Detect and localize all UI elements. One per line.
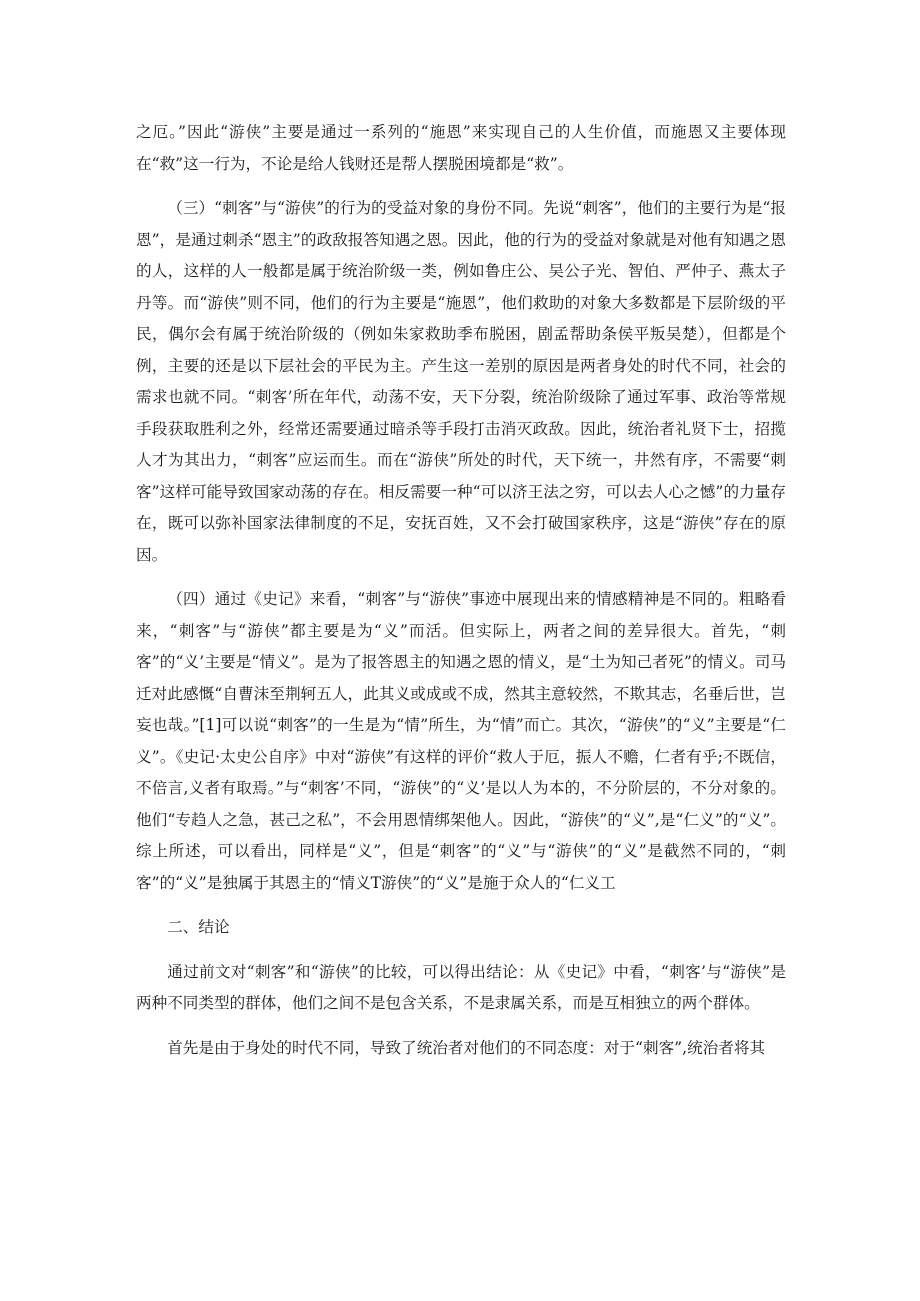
paragraph-section-3: （三）“刺客”与“游侠”的行为的受益对象的身份不同。先说“刺客”，他们的主要行为是“报恩”，是通过刺杀“恩主”的政敌报答知遇之恩。因此，他的行为的受益对象就是对他有知遇之恩的人，这样的人一般都是属于统治阶级一类，例如鲁庄公、吴公子光、智伯、严仲子、燕太子丹等。而“游侠”则不同，他们的行为主要是“施恩”，他们救助的对象大多数都是下层阶级的平民，偶尔会有属于统治阶级的（例如朱家救助季布脱困，剧孟帮助条侯平叛吴楚），但都是个例，主要的还是以下层社会的平民为主。产生这一差别的原因是两者身处的时代不同，社会的需求也就不同。“刺客’所在年代，动荡不安，天下分裂，统治阶级除了通过军事、政治等常规手段获取胜利之外，经常还需要通过暗杀等手段打击消灭政敌。因此，统治者礼贤下士，招揽人才为其出力，“刺客”应运而生。而在“游侠”所处的时代，天下统一，井然有序，不需要“刺客”这样可能导致国家动荡的存在。相反需要一种“可以济王法之穷，可以去人心之憾”的力量存在，既可以弥补国家法律制度的不足，安抚百姓，又不会打破国家秩序，这是“游侠”存在的原因。 bbox=[136, 199, 786, 564]
section-heading-conclusion: 二、结论 bbox=[167, 918, 230, 936]
paragraph-continuation: 之厄。”因此“游侠”主要是通过一系列的“施恩”来实现自己的人生价值，而施恩又主要体现在“救”这一行为，不论是给人钱财还是帮人摆脱困境都是“救”。 bbox=[136, 123, 786, 173]
document-body bbox=[136, 117, 786, 1077]
paragraph-section-4: （四）通过《史记》来看，“刺客”与“游侠”事迹中展现出来的情感精神是不同的。粗略看来，“刺客”与“游侠”都主要是为“义”而活。但实际上，两者之间的差异很大。首先，“刺客”的“义’主要是“情义”。是为了报答恩主的知遇之恩的情义，是“土为知己者死”的情义。司马迁对此感慨“自曹沫至荆轲五人，此其义或成或不成，然其主意较然，不欺其志，名垂后世，岂妄也哉。”[1]可以说“刺客”的一生是为“情”所生，为“情”而亡。其次，“游侠”的“义”主要是“仁义”。《史记·太史公自序》中对“游侠”有这样的评价“救人于厄，振人不赡，仁者有乎;不既信，不倍言,义者有取焉。”与“刺客’不同，“游侠”的“义’是以人为本的，不分阶层的，不分对象的。他们“专趋人之急，甚己之私”，不会用恩情绑架他人。因此，“游侠”的“义”,是“仁义”的“义”。综上所述，可以看出，同样是“义”，但是“刺客”的“义”与“游侠”的“义”是截然不同的，“刺客”的“义”是独属于其恩主的“情义T游侠”的“义”是施于众人的“仁义工 bbox=[136, 590, 786, 892]
paragraph-conclusion-1: 通过前文对“刺客”和“游侠”的比较，可以得出结论：从《史记》中看，“刺客’与“游侠”是两种不同类型的群体，他们之间不是包含关系，不是隶属关系，而是互相独立的两个群体。 bbox=[136, 962, 786, 1012]
paragraph-conclusion-2: 首先是由于身处的时代不同，导致了统治者对他们的不同态度：对于“刺客”,统治者将其 bbox=[167, 1038, 766, 1057]
